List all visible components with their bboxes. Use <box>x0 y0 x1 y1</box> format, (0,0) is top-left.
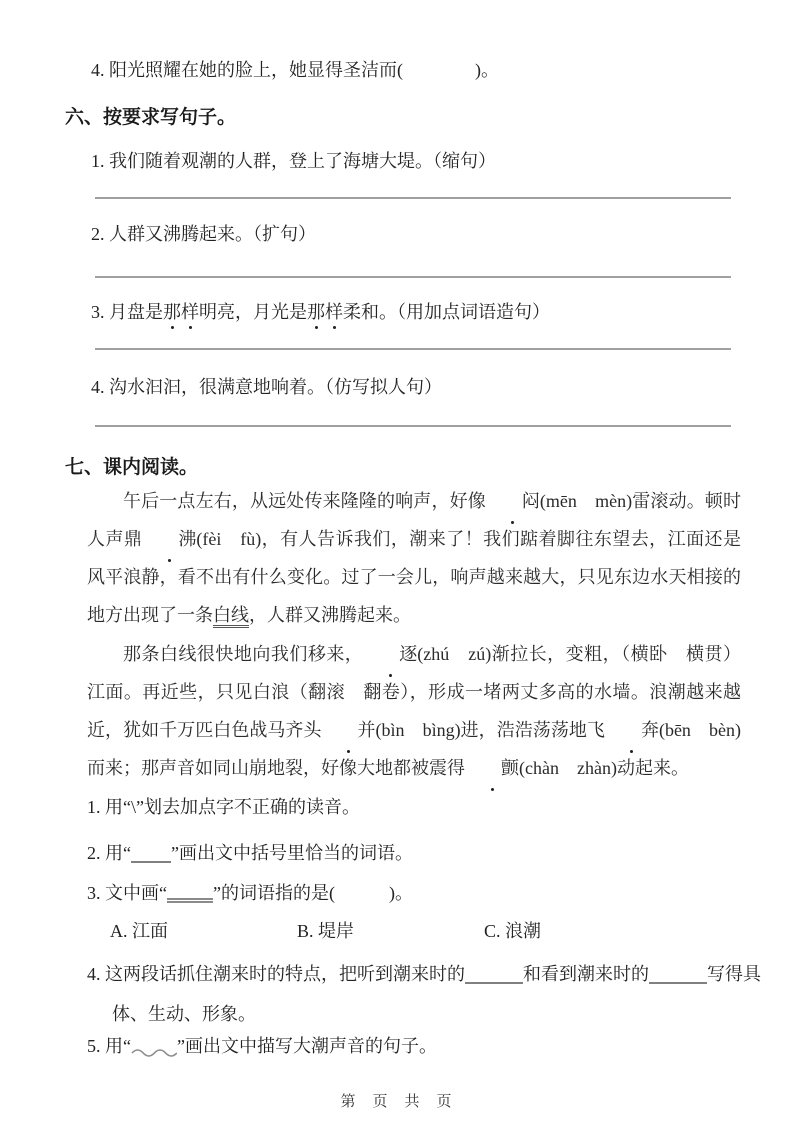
text-run: (bìn bìng)进，浩浩荡荡地飞 <box>375 720 605 740</box>
question-3-options <box>110 919 743 944</box>
text-run: ”的词语指的是( )。 <box>213 883 413 903</box>
text-run: 3. 文中画“ <box>87 883 167 903</box>
text-run: 2. 用“ <box>87 843 131 863</box>
worksheet-content <box>65 58 761 1059</box>
emphasis-dotted-text: 颤 <box>465 758 519 778</box>
text-run: 午后一点左右，从远处传来隆隆的响声，好像 <box>123 491 486 511</box>
text-run: (bēn bèn)而来；那声音如同山崩地裂，好像大地都被震得 <box>87 720 741 778</box>
section-seven-title: 七、课内阅读。 <box>65 457 199 478</box>
text-run: 4. 这两段话抓住潮来时的特点，把听到潮来时的 <box>87 964 465 984</box>
emphasis-dotted-text: 并 <box>322 720 376 740</box>
answer-line-2 <box>95 276 731 278</box>
text-run: 明亮，月光是 <box>199 302 307 322</box>
double-line-blank <box>167 880 213 903</box>
section-six-item-1: 1. 我们随着观潮的人群，登上了海塘大堤。（缩句） <box>91 151 496 171</box>
text-run: (fèi fù)，有人告诉我们，潮来了！我们踮着脚往东望去，江面还是风平浪静，看不出有什么变化。过了一会儿，响声越来越大，只见东边水天相接的地方出现了一条 <box>87 529 741 625</box>
option-a: A. 江面 <box>110 921 168 941</box>
answer-line-3 <box>95 348 731 350</box>
text-run: 写得具体、生动、形象。 <box>112 964 761 1024</box>
reading-question-4 <box>87 954 768 1034</box>
blank-underline <box>649 964 707 984</box>
text-run: (mēn mèn)雷滚动。顿时人声鼎 <box>87 491 742 549</box>
text-run: 5. 用“ <box>87 1036 131 1056</box>
emphasis-dotted-text: 奔 <box>605 720 659 740</box>
reading-question-3 <box>87 880 743 906</box>
blank-underline <box>465 964 523 984</box>
emphasis-dotted-text: 逐 <box>363 644 417 664</box>
reading-passage-paragraph-1 <box>87 482 741 634</box>
answer-line-1 <box>95 197 731 199</box>
reading-passage-paragraph-2 <box>87 635 741 787</box>
reading-question-5 <box>87 1034 743 1059</box>
option-b: B. 堤岸 <box>297 921 355 941</box>
emphasis-dotted-text: 闷 <box>486 491 540 511</box>
option-c: C. 浪潮 <box>484 921 542 941</box>
question-prev-section-item-4: 4. 阳光照耀在她的脸上，她显得圣洁而( )。 <box>91 60 499 80</box>
emphasis-dotted-text: 沸 <box>142 529 196 549</box>
double-underlined-word: 白线 <box>213 605 249 628</box>
emphasis-dotted-text: 那样 <box>307 302 343 322</box>
section-six-title: 六、按要求写句子。 <box>65 107 237 128</box>
answer-line-4 <box>95 425 731 427</box>
text-run: (zhú zú)渐拉长，变粗，（横卧 横贯）江面。再近些，只见白浪（翻滚 翻卷），形成一堵两丈多高的水墙。浪潮越来越近，犹如千万匹白色战马齐头 <box>87 644 742 740</box>
text-run: ”画出文中描写大潮声音的句子。 <box>177 1036 437 1056</box>
page-footer: 第 页 共 页 <box>340 1094 453 1110</box>
text-run: 3. 月盘是 <box>91 302 163 322</box>
text-run: ，人群又沸腾起来。 <box>249 605 411 625</box>
reading-question-2 <box>87 841 743 866</box>
emphasis-dotted-text: 那样 <box>163 302 199 322</box>
text-run: ”画出文中括号里恰当的词语。 <box>171 843 413 863</box>
text-run: 和看到潮来时的 <box>523 964 649 984</box>
section-six-item-4: 4. 沟水汩汩，很满意地响着。（仿写拟人句） <box>91 377 442 397</box>
text-run: 柔和。（用加点词语造句） <box>343 302 550 322</box>
text-run: (chàn zhàn)动起来。 <box>519 758 689 778</box>
section-six-item-2: 2. 人群又沸腾起来。（扩句） <box>91 224 316 244</box>
reading-question-1: 1. 用“\”划去加点字不正确的读音。 <box>87 797 360 817</box>
blank-underline <box>131 843 171 863</box>
text-run: 那条白线很快地向我们移来， <box>123 644 364 664</box>
section-six-item-3 <box>91 300 743 325</box>
wavy-line-icon <box>131 1046 177 1058</box>
